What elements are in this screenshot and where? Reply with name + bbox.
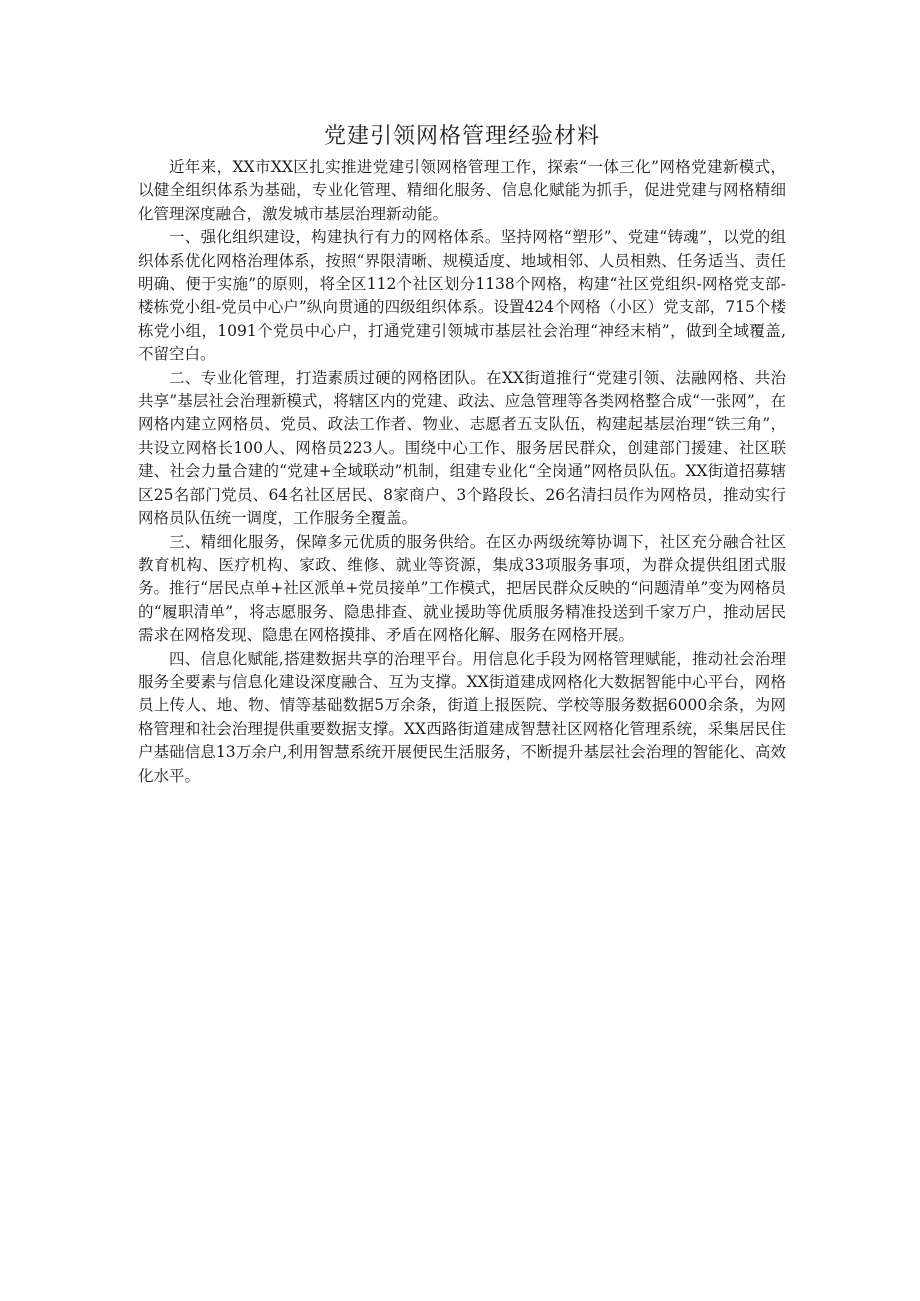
document-page (138, 120, 786, 788)
paragraph-section-3: 三、精细化服务，保障多元优质的服务供给。在区办两级统筹协调下，社区充分融合社区教育机构、医疗机构、家政、维修、就业等资源，集成33项服务事项，为群众提供组团式服务。推行“居民点单+社区派单+党员接单”工作模式，把居民群众反映的“问题清单”变为网格员的“履职清单”，将志愿服务、隐患排查、就业援助等优质服务精准投送到千家万户，推动居民需求在网格发现、隐患在网格摸排、矛盾在网格化解、服务在网格开展。 (138, 532, 786, 645)
document-title: 党建引领网格管理经验材料 (323, 124, 600, 149)
paragraph-section-4: 四、信息化赋能,搭建数据共享的治理平台。用信息化手段为网格管理赋能，推动社会治理服务全要素与信息化建设深度融合、互为支撑。XX街道建成网格化大数据智能中心平台，网格员上传人、地、物、情等基础数据5万余条，街道上报医院、学校等服务数据6000余条，为网格管理和社会治理提供重要数据支撑。XX西路街道建成智慧社区网格化管理系统，采集居民住户基础信息13万余户,利用智慧系统开展便民生活服务，不断提升基层社会治理的智能化、高效化水平。 (138, 649, 786, 785)
paragraph-section-2: 二、专业化管理，打造素质过硬的网格团队。在XX街道推行“党建引领、法融网格、共治共享”基层社会治理新模式，将辖区内的党建、政法、应急管理等各类网格整合成“一张网”，在网格内建立网格员、党员、政法工作者、物业、志愿者五支队伍，构建起基层治理“铁三角”，共设立网格长100人、网格员223人。围绕中心工作、服务居民群众，创建部门援建、社区联建、社会力量合建的“党建+全域联动”机制，组建专业化“全岗通”网格员队伍。XX街道招募辖区25名部门党员、64名社区居民、8家商户、3个路段长、26名清扫员作为网格员，推动实行网格员队伍统一调度，工作服务全覆盖。 (138, 368, 786, 528)
paragraph-intro: 近年来，XX市XX区扎实推进党建引领网格管理工作，探索“一体三化”网格党建新模式，以健全组织体系为基础，专业化管理、精细化服务、信息化赋能为抓手，促进党建与网格精细化管理深度融合，激发城市基层治理新动能。 (138, 158, 786, 223)
paragraph-section-1: 一、强化组织建设，构建执行有力的网格体系。坚持网格“塑形”、党建“铸魂”，以党的组织体系优化网格治理体系，按照“界限清晰、规模适度、地域相邻、人员相熟、任务适当、责任明确、便于实施”的原则，将全区112个社区划分1138个网格，构建“社区党组织-网格党支部-楼栋党小组-党员中心户”纵向贯通的四级组织体系。设置424个网格（小区）党支部，715个楼栋党小组，1091个党员中心户，打通党建引领城市基层社会治理“神经末梢”，做到全域覆盖,不留空白。 (138, 228, 786, 364)
